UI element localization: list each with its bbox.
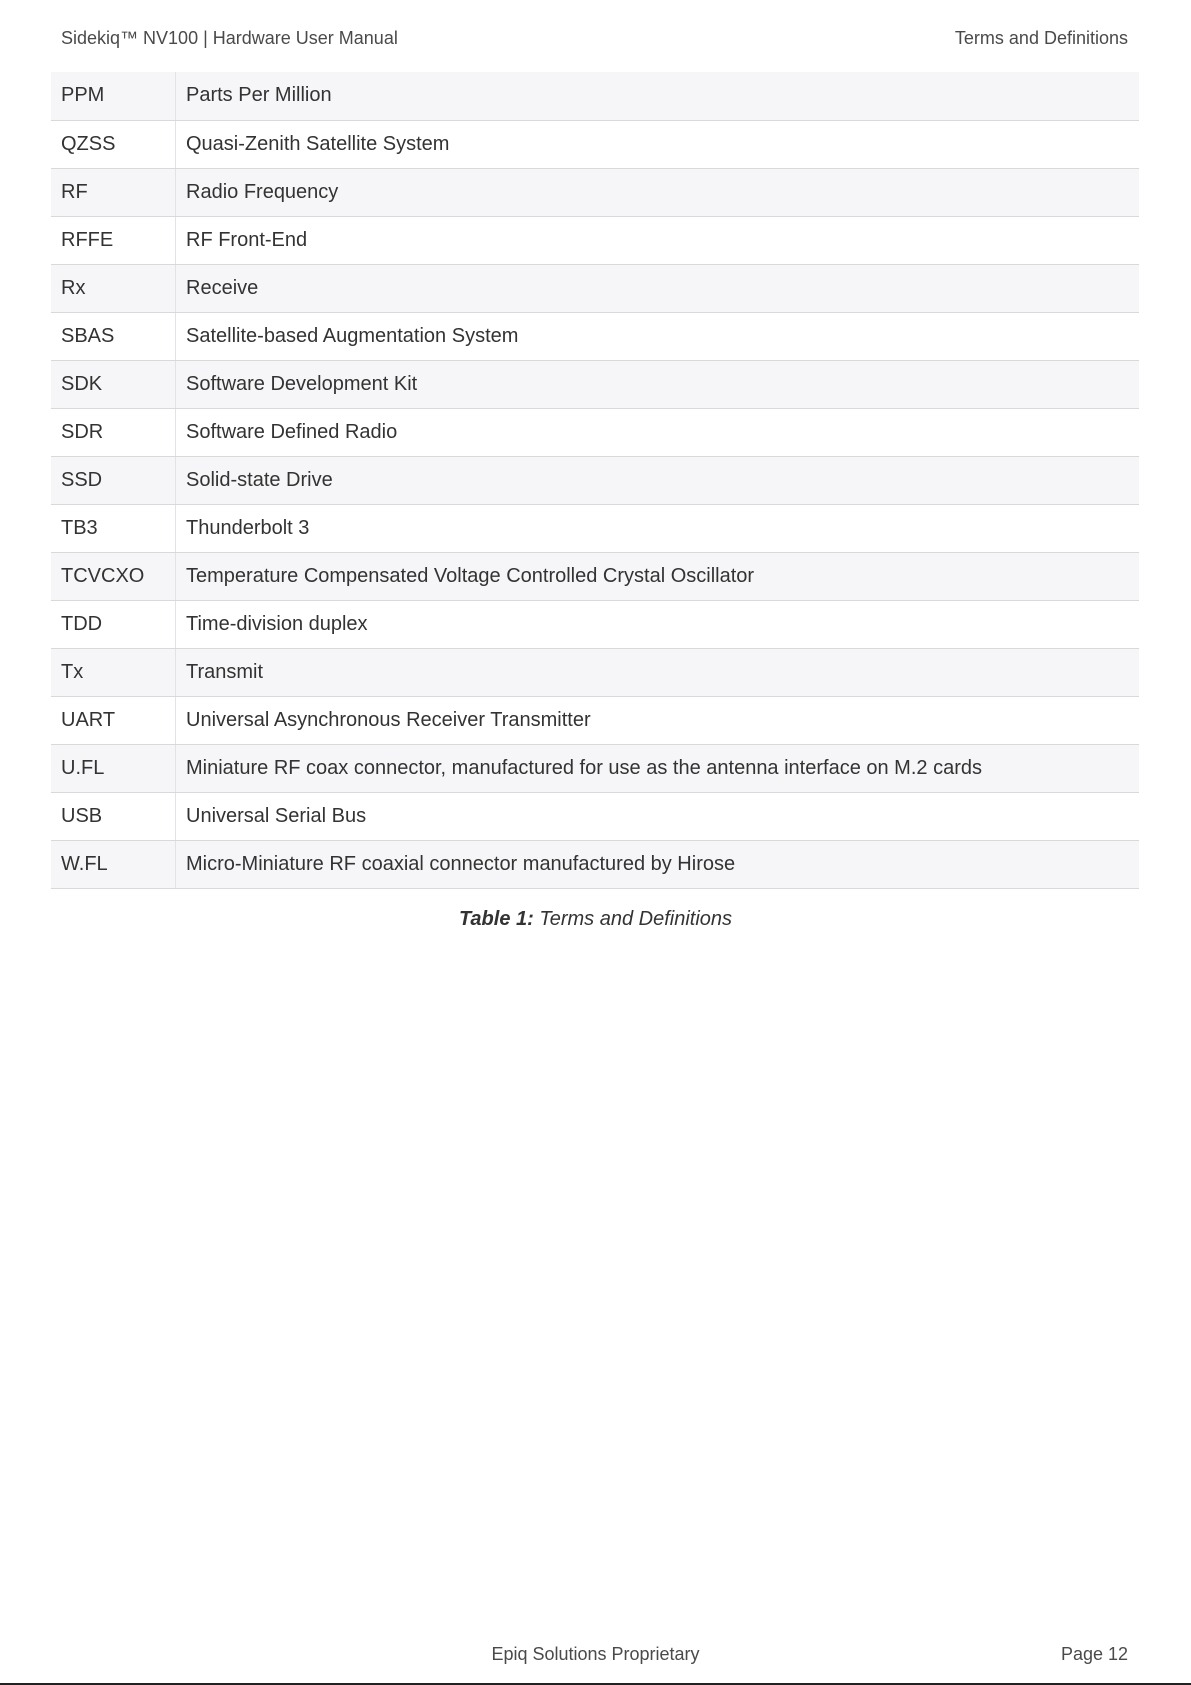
table-row (51, 552, 1139, 600)
table-caption-label: Table 1: (458, 908, 534, 930)
definition-cell: Micro-Miniature RF coaxial connector manufactured by Hirose (176, 840, 1140, 888)
term-cell: QZSS (51, 120, 176, 168)
table-row (51, 312, 1139, 360)
definition-cell: Satellite-based Augmentation System (176, 312, 1140, 360)
table-row (51, 648, 1139, 696)
terms-definitions-table (51, 72, 1139, 889)
term-cell: PPM (51, 72, 176, 120)
definition-cell: Thunderbolt 3 (176, 504, 1140, 552)
definition-cell: Quasi-Zenith Satellite System (176, 120, 1140, 168)
definition-cell: Parts Per Million (176, 72, 1140, 120)
table-row (51, 504, 1139, 552)
table-caption (0, 908, 1191, 931)
header-section-title: Terms and Definitions (954, 27, 1128, 48)
terms-table-body (51, 72, 1139, 888)
term-cell: W.FL (51, 840, 176, 888)
term-cell: U.FL (51, 744, 176, 792)
table-row (51, 168, 1139, 216)
term-cell: Rx (51, 264, 176, 312)
table-row (51, 744, 1139, 792)
table-row (51, 216, 1139, 264)
definition-cell: Universal Serial Bus (176, 792, 1140, 840)
table-row (51, 792, 1139, 840)
page-header (61, 24, 1128, 52)
term-cell: RFFE (51, 216, 176, 264)
definition-cell: Solid-state Drive (176, 456, 1140, 504)
definition-cell: Time-division duplex (176, 600, 1140, 648)
table-row (51, 408, 1139, 456)
term-cell: Tx (51, 648, 176, 696)
table-row (51, 840, 1139, 888)
term-cell: SDK (51, 360, 176, 408)
table-row (51, 456, 1139, 504)
term-cell: SDR (51, 408, 176, 456)
table-row (51, 120, 1139, 168)
table-row (51, 696, 1139, 744)
term-cell: SBAS (51, 312, 176, 360)
table-row (51, 600, 1139, 648)
definition-cell: Software Development Kit (176, 360, 1140, 408)
footer-proprietary-notice: Epiq Solutions Proprietary (491, 1644, 700, 1664)
term-cell: TDD (51, 600, 176, 648)
definition-cell: Universal Asynchronous Receiver Transmitter (176, 696, 1140, 744)
term-cell: TB3 (51, 504, 176, 552)
term-cell: SSD (51, 456, 176, 504)
definition-cell: Temperature Compensated Voltage Controlled Crystal Oscillator (176, 552, 1140, 600)
definition-cell: Receive (176, 264, 1140, 312)
term-cell: USB (51, 792, 176, 840)
table-caption-text: Terms and Definitions (539, 908, 733, 930)
term-cell: UART (51, 696, 176, 744)
term-cell: RF (51, 168, 176, 216)
table-row (51, 264, 1139, 312)
table-row (51, 72, 1139, 120)
definition-cell: Radio Frequency (176, 168, 1140, 216)
table-row (51, 360, 1139, 408)
term-cell: TCVCXO (51, 552, 176, 600)
definition-cell: Software Defined Radio (176, 408, 1140, 456)
header-document-title: Sidekiq™ NV100 | Hardware User Manual (61, 27, 398, 48)
page-footer (0, 1644, 1191, 1670)
definition-cell: Miniature RF coax connector, manufactured for use as the antenna interface on M.2 cards (176, 744, 1140, 792)
footer-page-number: Page 12 (1060, 1644, 1128, 1664)
definition-cell: RF Front-End (176, 216, 1140, 264)
definition-cell: Transmit (176, 648, 1140, 696)
